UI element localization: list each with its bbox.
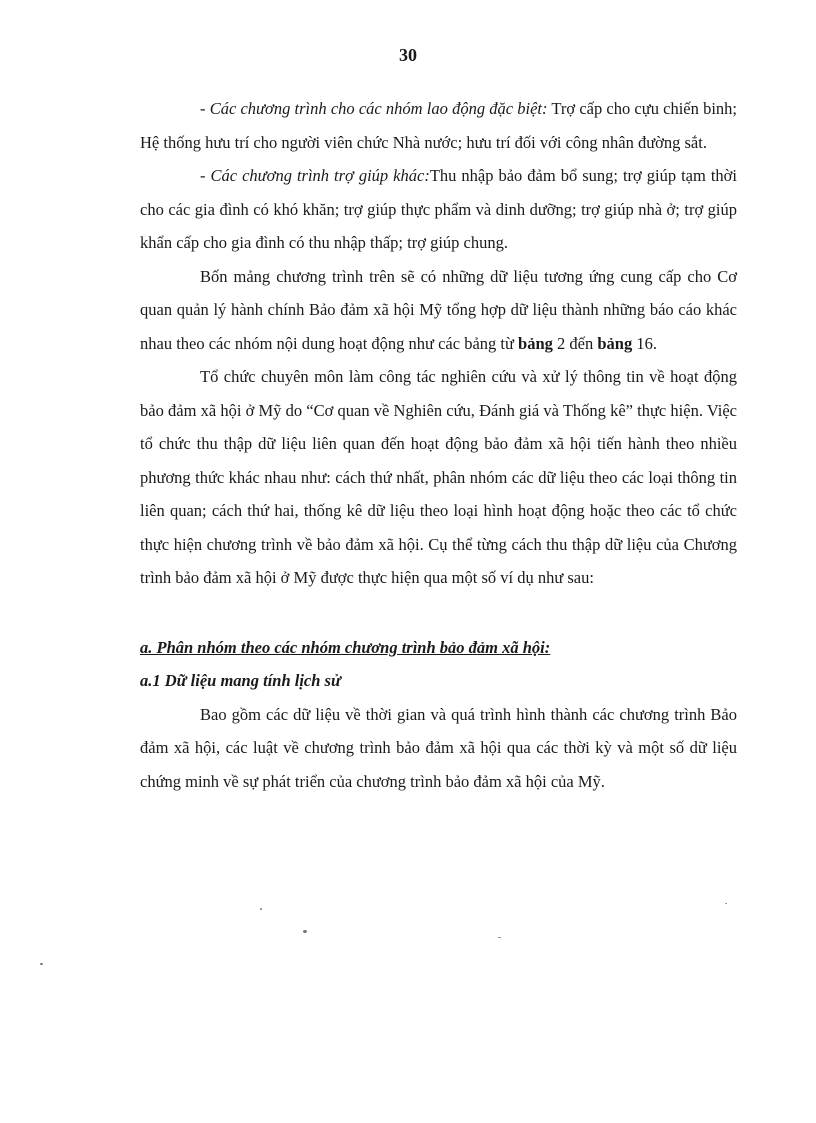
- page-number: 30: [399, 45, 417, 65]
- paragraph-text: Trợ cấp cho cựu chiến binh; Hệ thống hưu trí cho người viên chức Nhà nước; hưu trí đối với công nhân đường sắt.: [140, 99, 737, 152]
- scan-speck: [40, 963, 43, 965]
- scan-speck: [498, 937, 501, 938]
- subsection-heading: a.1 Dữ liệu mang tính lịch sử: [140, 671, 341, 690]
- paragraph-text: Bốn mảng chương trình trên sẽ có những dữ liệu tương ứng cung cấp cho Cơ quan quản lý hành chính Bảo đảm xã hội Mỹ tổng hợp dữ liệu thành những báo cáo khác nhau theo các nhóm nội dung hoạt động như các bảng từ: [140, 266, 737, 353]
- section-spacer: [140, 595, 737, 631]
- scan-speck: [303, 930, 307, 933]
- paragraph-special-labor-groups: [140, 92, 737, 159]
- section-heading: a. Phân nhóm theo các nhóm chương trình bảo đảm xã hội:: [140, 637, 551, 657]
- document-body: [140, 92, 737, 798]
- paragraph-label: - Các chương trình trợ giúp khác:: [200, 166, 430, 185]
- paragraph-text: 2 đến: [552, 333, 598, 353]
- bold-word: bảng: [518, 333, 553, 353]
- bold-word: bảng: [597, 333, 633, 353]
- paragraph-text: Thu nhập bảo đảm bổ sung; trợ giúp tạm thời cho các gia đình có khó khăn; trợ giúp thực phẩm và dinh dưỡng; trợ giúp nhà ở; trợ giúp khẩn cấp cho gia đình có thu nhập thấp; trợ giúp chung.: [140, 166, 737, 252]
- scan-speck: [260, 908, 262, 910]
- paragraph-label: - Các chương trình cho các nhóm lao động đặc biệt:: [200, 99, 548, 118]
- scan-speck: [725, 903, 727, 904]
- paragraph-text: 16.: [632, 333, 657, 353]
- paragraph-historical-data: Bao gồm các dữ liệu về thời gian và quá trình hình thành các chương trình Bảo đảm xã hội, các luật về chương trình bảo đảm xã hội qua các thời kỳ và một số dữ liệu chứng minh về sự phát triển của chương trình bảo đảm xã hội của Mỹ.: [140, 704, 737, 791]
- paragraph-four-program-areas: [140, 260, 737, 361]
- paragraph-other-assistance: [140, 159, 737, 260]
- paragraph-research-organization: Tổ chức chuyên môn làm công tác nghiên cứu và xử lý thông tin về hoạt động bảo đảm xã hội ở Mỹ do “Cơ quan về Nghiên cứu, Đánh giá và Thống kê” thực hiện. Việc tổ chức thu thập dữ liệu liên quan đến hoạt động bảo đảm xã hội tiến hành theo nhiều phương thức khác nhau như: cách thứ nhất, phân nhóm các dữ liệu theo các loại thông tin liên quan; cách thứ hai, thống kê dữ liệu theo loại hình hoạt động hoặc theo các tổ chức thực hiện chương trình về bảo đảm xã hội. Cụ thể từng cách thu thập dữ liệu của Chương trình bảo đảm xã hội ở Mỹ được thực hiện qua một số ví dụ như sau:: [140, 367, 737, 587]
